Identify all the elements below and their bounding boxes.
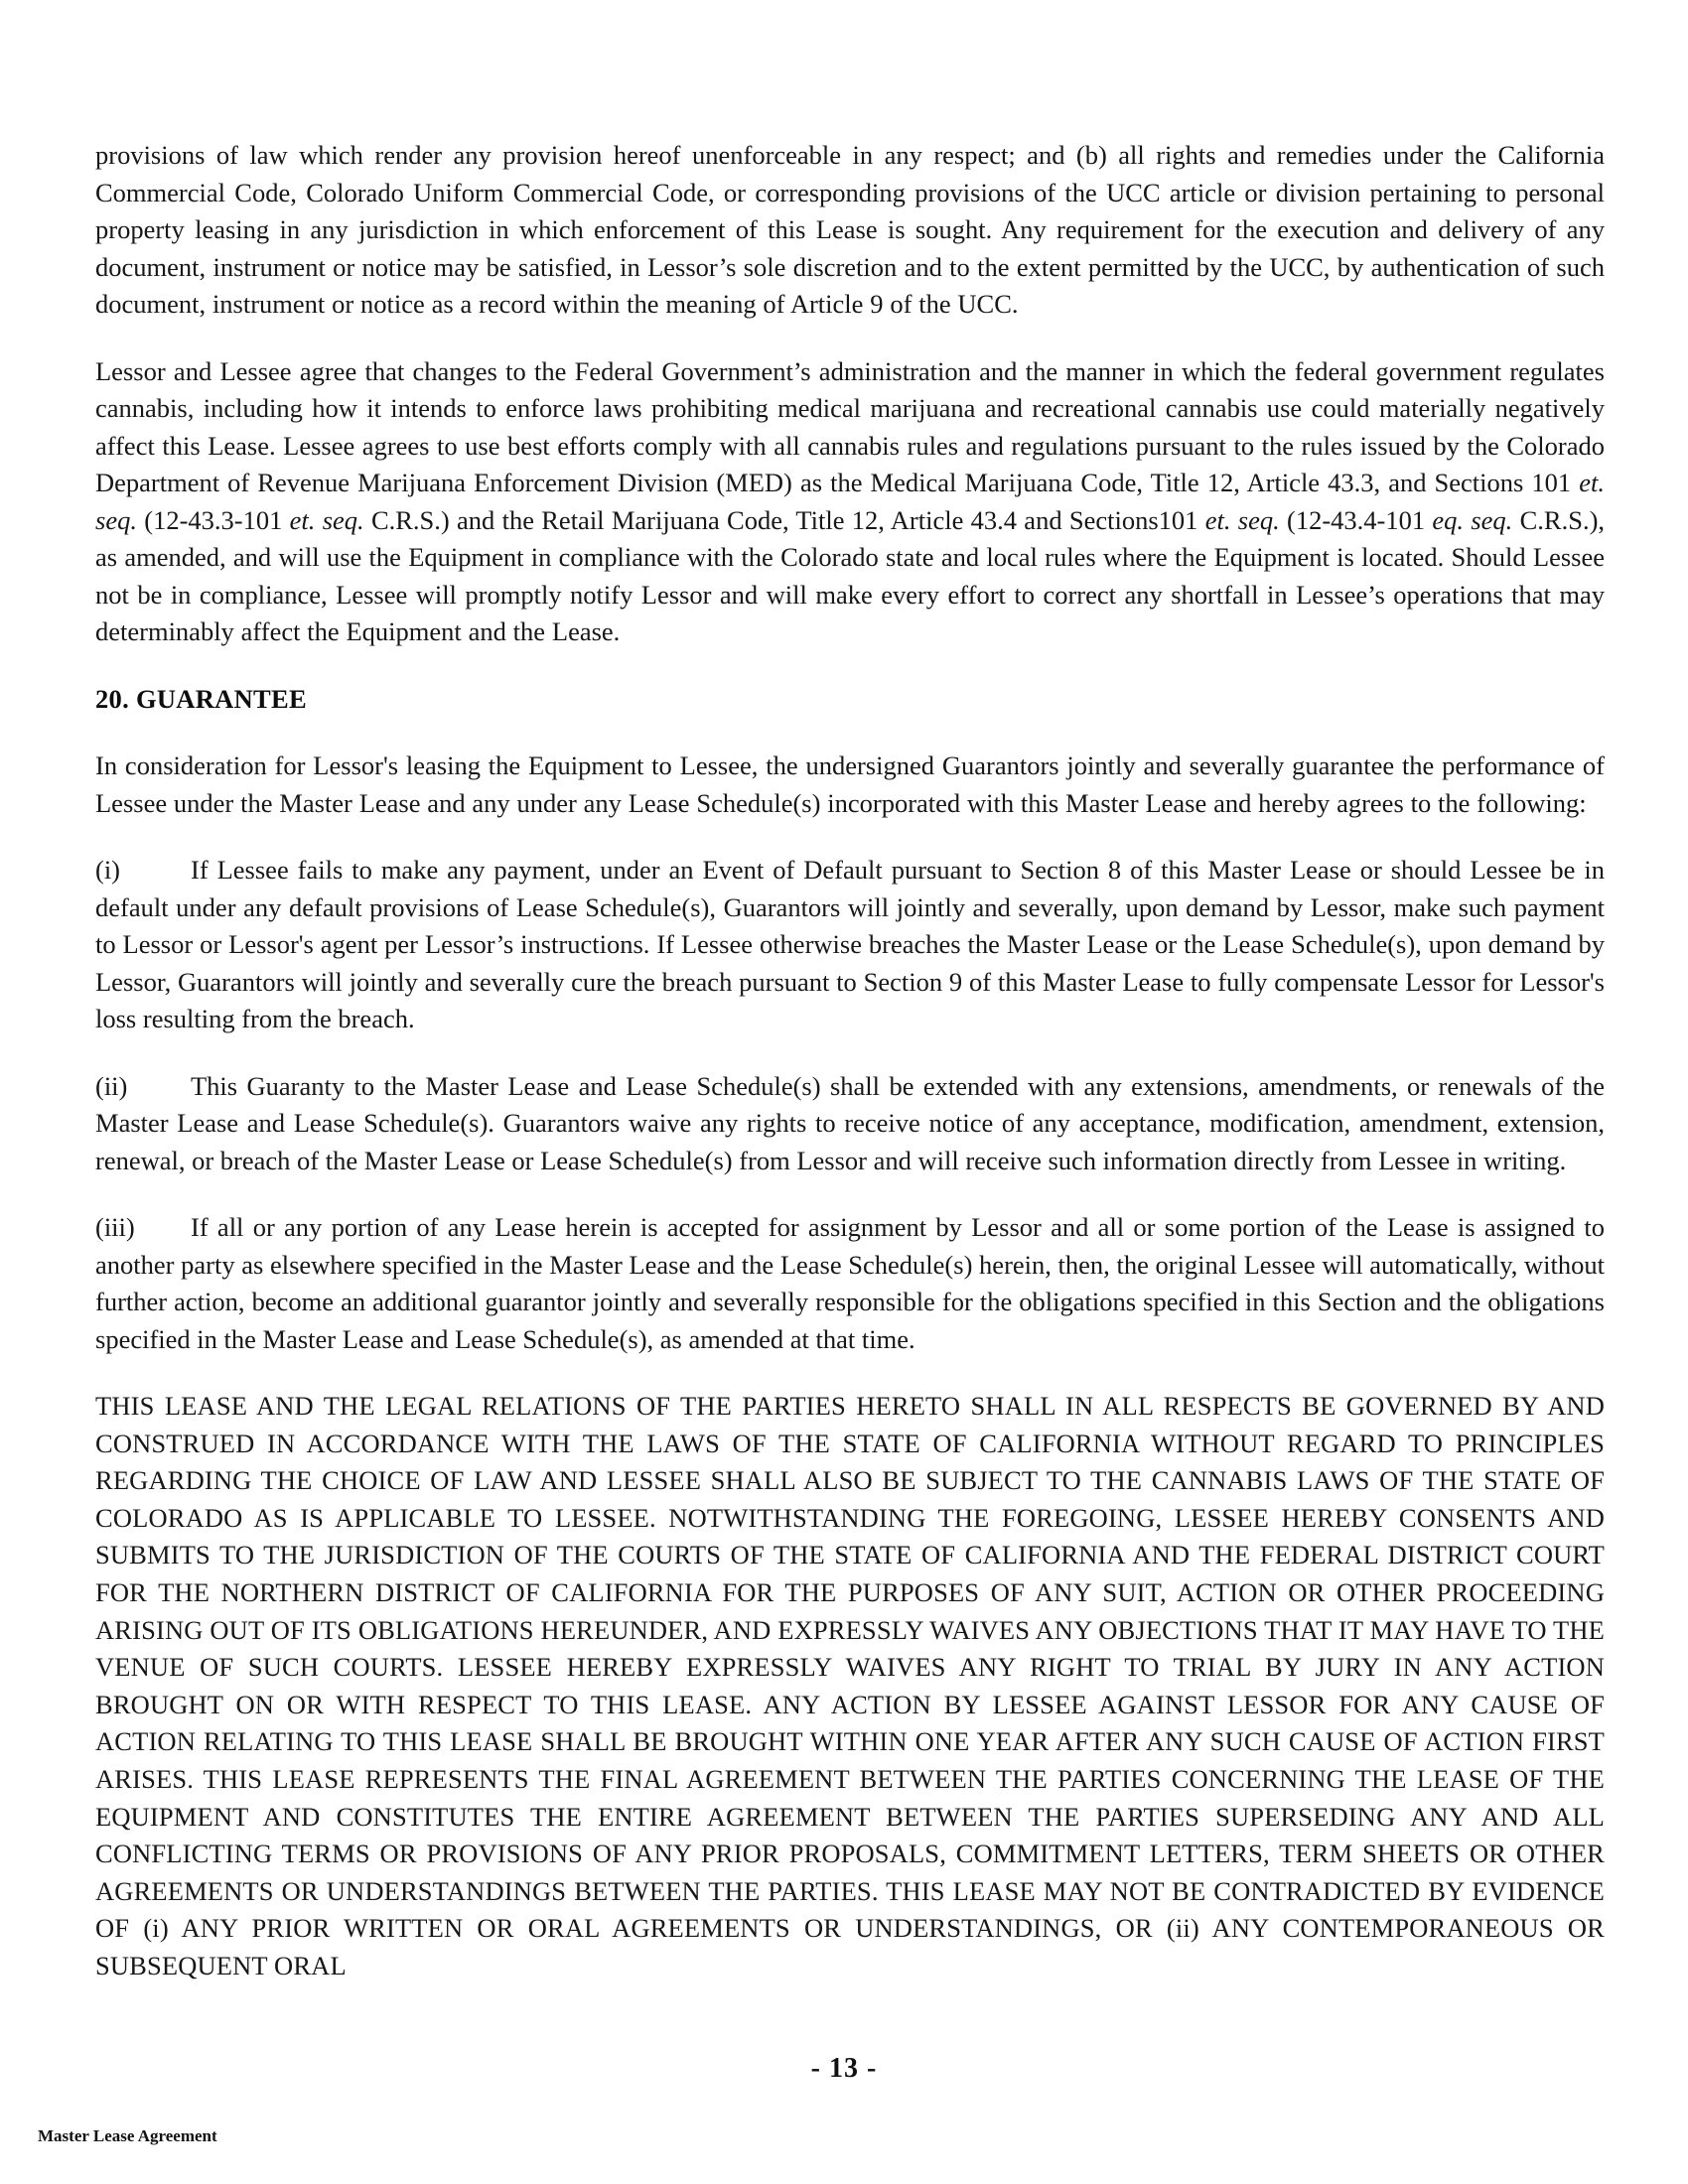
page-number: - 13 - [810,2053,878,2084]
guarantee-clause-ii [95,1068,1605,1180]
guarantee-clause-iii [95,1209,1605,1358]
citation-eq-seq-4: eq. seq. [1432,504,1513,535]
guarantee-clause-i [95,852,1605,1038]
cannabis-text-part-1: Lessor and Lessee agree that changes to the Federal Government’s administration and the manner in which the federal government regulates cannabis, including how it intends to enforce laws prohibiting medical marijuana and recreational cannabis use could materially negatively affect this Lease. Lessee agrees to use best efforts comply with all cannabis rules and regulations pursuant to the rules issued by the Colorado Department of Revenue Marijuana Enforcement Division (MED) as the Medical Marijuana Code, Title 12, Article 43.3, and Sections 101 [95,355,1605,497]
clause-label-ii: (ii) [95,1070,128,1101]
clause-text-i: If Lessee fails to make any payment, under an Event of Default pursuant to Section 8 of this Master Lease or should Lessee be in default under any default provisions of Lease Schedule(s), Guarantors will jointly and severally, upon demand by Lessor, make such payment to Lessor or Lessor's agent per Lessor’s instructions. If Lessee otherwise breaches the Master Lease or the Lease Schedule(s), upon demand by Lessor, Guarantors will jointly and severally cure the breach pursuant to Section 9 of this Master Lease to fully compensate Lessor for Lessor's loss resulting from the breach. [95,855,1605,1033]
clause-text-ii: This Guaranty to the Master Lease and Lease Schedule(s) shall be extended with any extensions, amendments, or renewals of the Master Lease and Lease Schedule(s). Guarantors waive any rights to receive notice of any acceptance, modification, amendment, extension, renewal, or breach of the Master Lease or Lease Schedule(s) from Lessor and will receive such information directly from Lessee in writing. [95,1070,1605,1175]
clause-text-iii: If all or any portion of any Lease herein is accepted for assignment by Lessor and all or some portion of the Lease is assigned to another party as elsewhere specified in the Master Lease and the Lease Schedule(s) herein, then, the original Lessee will automatically, without further action, become an additional guarantor jointly and severally responsible for the obligations specified in this Section and the obligations specified in the Master Lease and Lease Schedule(s), as amended at that time. [95,1212,1605,1354]
paragraph-cannabis-regulation [95,353,1605,651]
cannabis-text-part-5: C.R.S.), as amended, and will use the Equipment in compliance with the Colorado state and local rules where the Equipment is located. Should Lessee not be in compliance, Lessee will promptly notify Lessor and will make every effort to correct any shortfall in Lessee’s operations that may determinably affect the Equipment and the Lease. [95,504,1606,646]
clause-label-i: (i) [95,855,121,885]
footer-document-title: Master Lease Agreement [38,2126,217,2145]
citation-et-seq-2: et. seq. [289,504,364,535]
section-heading-guarantee: 20. GUARANTEE [95,683,307,714]
citation-et-seq-1: et. seq. [95,468,1605,535]
governing-law-paragraph: THIS LEASE AND THE LEGAL RELATIONS OF THE PARTIES HERETO SHALL IN ALL RESPECTS BE GOVERNED BY AND CONSTRUED IN ACCORDANCE WITH THE LAWS OF THE STATE OF CALIFORNIA WITHOUT REGARD TO PRINCIPLES REGARDING THE CHOICE OF LAW AND LESSEE SHALL ALSO BE SUBJECT TO THE CANNABIS LAWS OF THE STATE OF COLORADO AS IS APPLICABLE TO LESSEE. NOTWITHSTANDING THE FOREGOING, LESSEE HEREBY CONSENTS AND SUBMITS TO THE JURISDICTION OF THE COURTS OF THE STATE OF CALIFORNIA AND THE FEDERAL DISTRICT COURT FOR THE NORTHERN DISTRICT OF CALIFORNIA FOR THE PURPOSES OF ANY SUIT, ACTION OR OTHER PROCEEDING ARISING OUT OF ITS OBLIGATIONS HEREUNDER, AND EXPRESSLY WAIVES ANY OBJECTIONS THAT IT MAY HAVE TO THE VENUE OF SUCH COURTS. LESSEE HEREBY EXPRESSLY WAIVES ANY RIGHT TO TRIAL BY JURY IN ANY ACTION BROUGHT ON OR WITH RESPECT TO THIS LEASE. ANY ACTION BY LESSEE AGAINST LESSOR FOR ANY CAUSE OF ACTION RELATING TO THIS LEASE SHALL BE BROUGHT WITHIN ONE YEAR AFTER ANY SUCH CAUSE OF ACTION FIRST ARISES. THIS LEASE REPRESENTS THE FINAL AGREEMENT BETWEEN THE PARTIES CONCERNING THE LEASE OF THE EQUIPMENT AND CONSTITUTES THE ENTIRE AGREEMENT BETWEEN THE PARTIES SUPERSEDING ANY AND ALL CONFLICTING TERMS OR PROVISIONS OF ANY PRIOR PROPOSALS, COMMITMENT LETTERS, TERM SHEETS OR OTHER AGREEMENTS OR UNDERSTANDINGS BETWEEN THE PARTIES. THIS LEASE MAY NOT BE CONTRADICTED BY EVIDENCE OF (i) ANY PRIOR WRITTEN OR ORAL AGREEMENTS OR UNDERSTANDINGS, OR (ii) ANY CONTEMPORANEOUS OR SUBSEQUENT ORAL [95,1391,1605,1980]
cannabis-text-part-2: (12-43.3-101 [136,504,290,535]
citation-et-seq-3: et. seq. [1204,504,1280,535]
clause-label-iii: (iii) [95,1212,135,1242]
cannabis-text-part-3: C.R.S.) and the Retail Marijuana Code, Title 12, Article 43.4 and Sections101 [363,504,1205,535]
page-content [95,137,1605,1985]
guarantee-intro-paragraph: In consideration for Lessor's leasing the Equipment to Lessee, the undersigned Guarantors jointly and severally guarantee the performance of Lessee under the Master Lease and any under any Lease Schedule(s) incorporated with this Master Lease and hereby agrees to the following: [95,751,1605,818]
paragraph-continuation-ucc: provisions of law which render any provision hereof unenforceable in any respect; and (b) all rights and remedies under the California Commercial Code, Colorado Uniform Commercial Code, or corresponding provisions of the UCC article or division pertaining to personal property leasing in any jurisdiction in which enforcement of this Lease is sought. Any requirement for the execution and delivery of any document, instrument or notice may be satisfied, in Lessor’s sole discretion and to the extent permitted by the UCC, by authentication of such document, instrument or notice as a record within the meaning of Article 9 of the UCC. [95,140,1605,319]
cannabis-text-part-4: (12-43.4-101 [1279,504,1433,535]
